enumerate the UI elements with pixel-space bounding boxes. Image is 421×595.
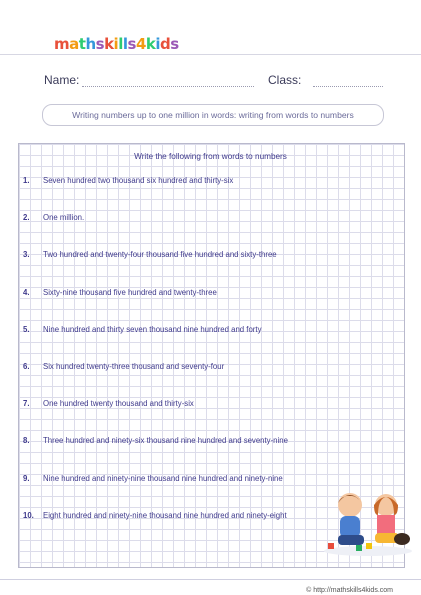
question-item <box>23 288 217 297</box>
question-text: Nine hundred and thirty seven thousand nine hundred and forty <box>43 325 262 334</box>
question-item <box>23 511 287 520</box>
kids-illustration <box>322 485 414 557</box>
class-label: Class: <box>268 73 302 87</box>
question-item <box>23 213 84 222</box>
question-text: One million. <box>43 213 85 222</box>
question-text: Sixty-nine thousand five hundred and twenty-three <box>43 288 217 297</box>
brand-logo: mathskills4kids <box>54 35 179 53</box>
question-text: Seven hundred two thousand six hundred and thirty-six <box>43 176 234 185</box>
question-number: 7. <box>23 399 30 408</box>
question-item <box>23 325 261 334</box>
question-number: 4. <box>23 288 30 297</box>
question-number: 2. <box>23 213 30 222</box>
name-field[interactable] <box>82 86 254 87</box>
question-item <box>23 474 283 483</box>
question-text: Nine hundred and ninety-nine thousand nine hundred and ninety-nine <box>43 474 283 483</box>
question-number: 6. <box>23 362 30 371</box>
question-text: Eight hundred and ninety-nine thousand nine hundred and ninety-eight <box>43 511 287 520</box>
question-text: Six hundred twenty-three thousand and seventy-four <box>43 362 225 371</box>
question-number: 5. <box>23 325 30 334</box>
question-number: 3. <box>23 250 30 259</box>
question-number: 9. <box>23 474 30 483</box>
instruction-text: Write the following from words to numbers <box>134 152 287 161</box>
question-text: Three hundred and ninety-six thousand nine hundred and seventy-nine <box>43 436 288 445</box>
question-item <box>23 399 194 408</box>
class-field[interactable] <box>313 86 383 87</box>
question-text: One hundred twenty thousand and thirty-six <box>43 399 194 408</box>
question-item <box>23 362 224 371</box>
question-number: 10. <box>23 511 34 520</box>
footer-divider <box>0 579 421 580</box>
worksheet-title: Writing numbers up to one million in words: writing from words to numbers <box>42 104 384 126</box>
header-divider <box>0 54 421 55</box>
question-item <box>23 250 277 259</box>
question-number: 8. <box>23 436 30 445</box>
website-credit: © http://mathskills4kids.com <box>306 587 393 594</box>
question-item <box>23 176 233 185</box>
question-number: 1. <box>23 176 30 185</box>
question-item <box>23 436 288 445</box>
question-text: Two hundred and twenty-four thousand five hundred and sixty-three <box>43 250 277 259</box>
name-label: Name: <box>44 73 80 87</box>
